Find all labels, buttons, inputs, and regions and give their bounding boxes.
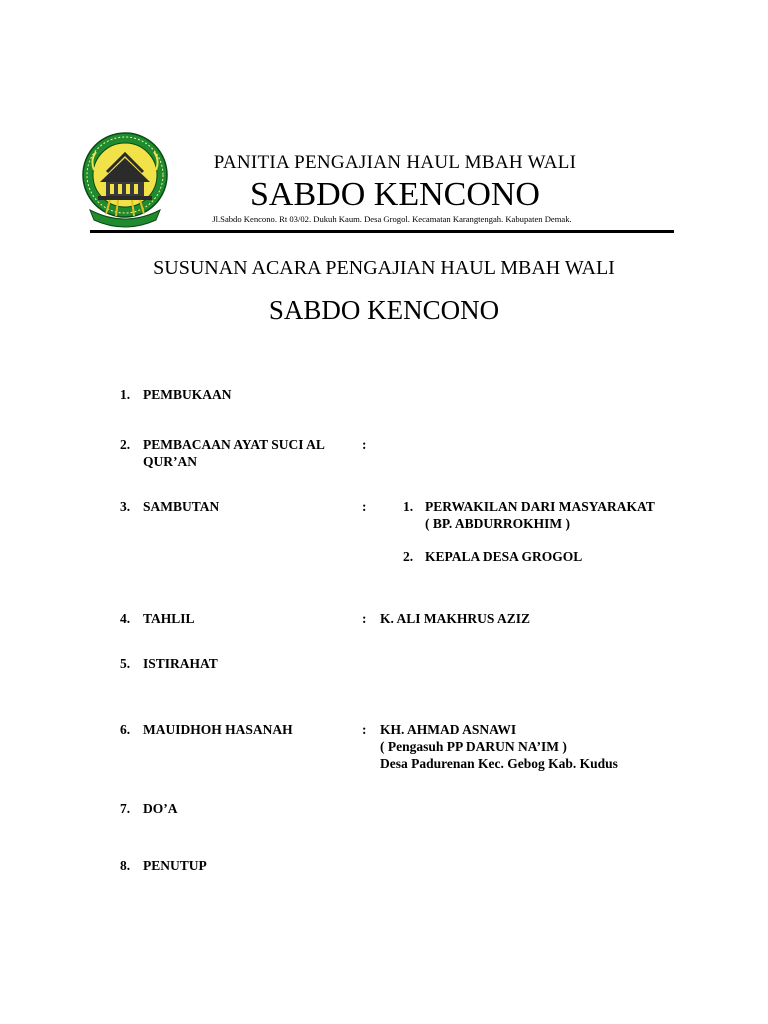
speaker-affiliation: ( Pengasuh PP DARUN NA’IM )	[380, 739, 567, 754]
agenda-label: PEMBUKAAN	[143, 387, 232, 402]
agenda-colon: :	[362, 611, 367, 626]
subitem-number: 1.	[403, 499, 414, 514]
document-subtitle: SABDO KENCONO	[268, 295, 500, 325]
agenda-number: 1.	[120, 387, 131, 402]
agenda-number: 2.	[120, 437, 131, 452]
organization-address: Jl.Sabdo Kencono. Rt 03/02. Dukuh Kaum. Desa Grogol. Kecamatan Karangtengah. Kabupaten Demak.	[212, 214, 572, 224]
agenda-value: K. ALI MAKHRUS AZIZ	[380, 611, 531, 626]
organization-name: PANITIA PENGAJIAN HAUL MBAH WALI	[213, 152, 577, 173]
agenda-colon: :	[362, 437, 367, 452]
agenda-label: MAUIDHOH HASANAH	[143, 722, 293, 737]
document-title: SUSUNAN ACARA PENGAJIAN HAUL MBAH WALI	[153, 257, 615, 279]
organization-title: SABDO KENCONO	[250, 176, 540, 213]
agenda-label: TAHLIL	[143, 611, 195, 626]
agenda-number: 6.	[120, 722, 131, 737]
agenda-number: 3.	[120, 499, 131, 514]
subitem-text: KEPALA DESA GROGOL	[425, 549, 583, 564]
agenda-number: 5.	[120, 656, 131, 671]
agenda-number: 7.	[120, 801, 131, 816]
agenda-colon: :	[362, 722, 367, 737]
agenda-colon: :	[362, 499, 367, 514]
speaker-address: Desa Padurenan Kec. Gebog Kab. Kudus	[380, 756, 618, 771]
agenda-label: DO’A	[143, 801, 178, 816]
header-divider	[90, 230, 674, 233]
agenda-number: 8.	[120, 858, 131, 873]
agenda-label: PENUTUP	[143, 858, 207, 873]
agenda-label: SAMBUTAN	[143, 499, 220, 514]
organization-logo	[80, 130, 170, 230]
subitem-text: PERWAKILAN DARI MASYARAKAT	[425, 499, 655, 514]
subitem-number: 2.	[403, 549, 414, 564]
agenda-label: PEMBACAAN AYAT SUCI AL QUR’AN	[143, 437, 325, 469]
agenda-label: ISTIRAHAT	[143, 656, 218, 671]
speaker-name: KH. AHMAD ASNAWI	[380, 722, 517, 737]
agenda-number: 4.	[120, 611, 131, 626]
subitem-detail: ( BP. ABDURROKHIM )	[425, 516, 571, 531]
